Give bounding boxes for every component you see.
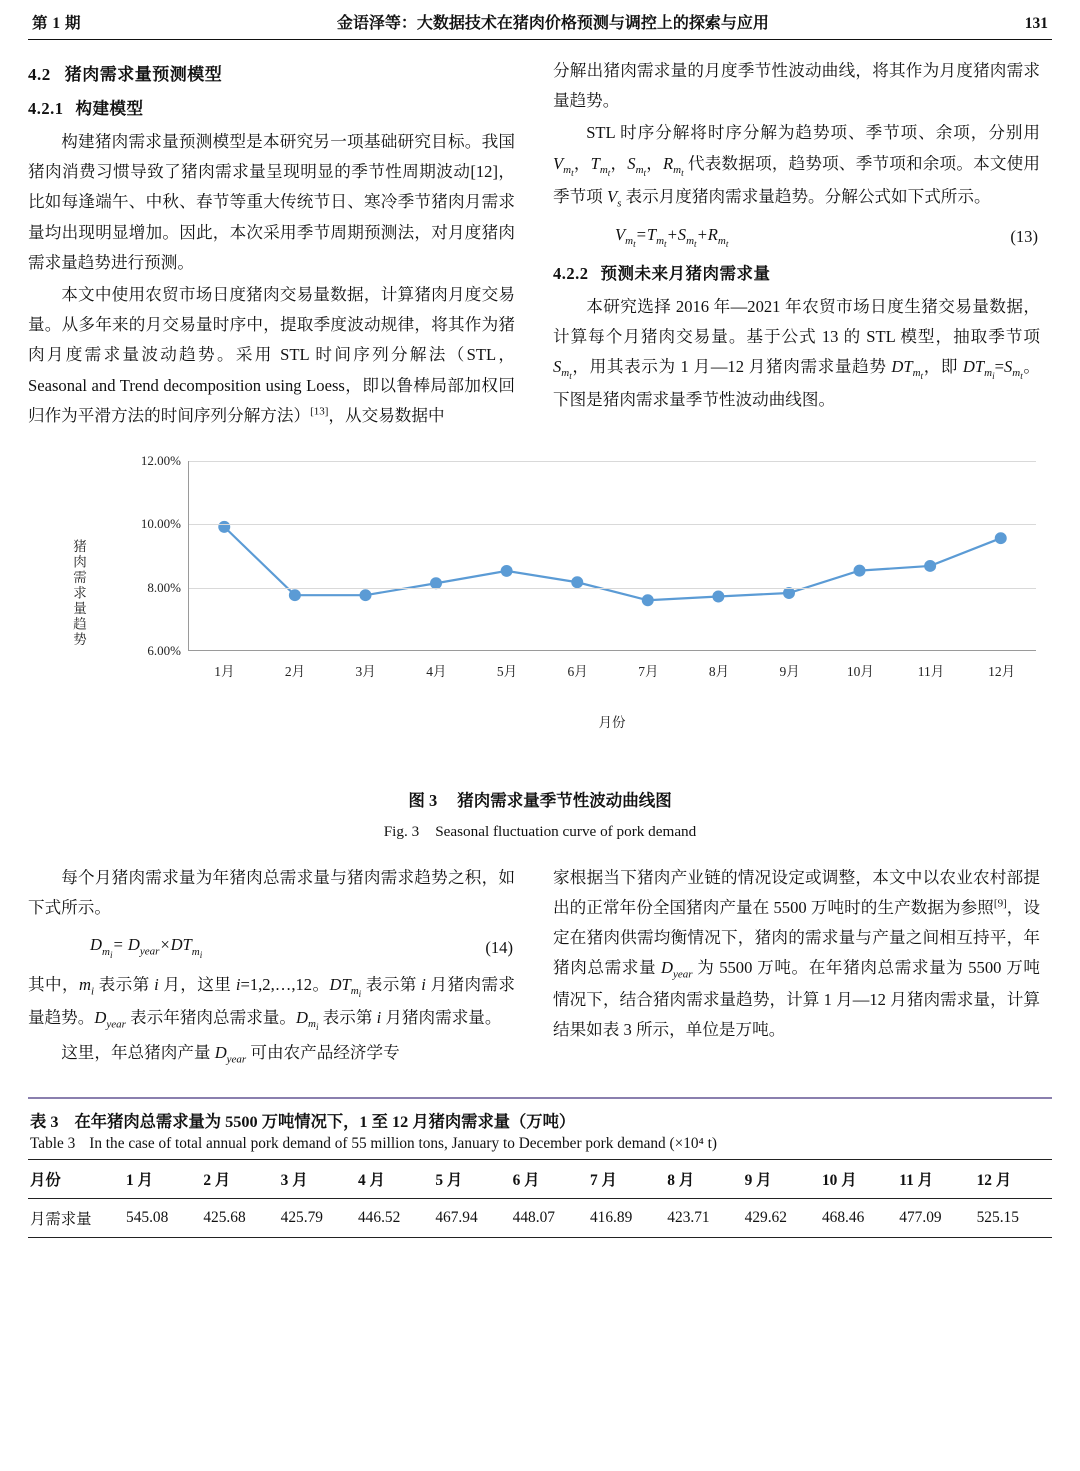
figure-caption-cn-label: 图 3 [408, 790, 438, 810]
chart-x-tick: 12月 [988, 663, 1016, 679]
table-cell: 425.68 [203, 1209, 246, 1227]
chart-data-point [854, 565, 866, 577]
table-row-label: 月需求量 [30, 1211, 92, 1229]
chart-series-line [189, 461, 1036, 650]
table-column-header: 月份 [28, 1160, 124, 1199]
table-row [28, 1199, 1052, 1238]
chart-x-tick: 8月 [708, 663, 730, 679]
citation-9: [9] [993, 897, 1007, 910]
body-columns [28, 56, 1052, 433]
table-cell: 525.15 [976, 1209, 1019, 1227]
chart-y-tick: 8.00% [147, 579, 181, 595]
chart-seasonal-fluctuation [28, 443, 1052, 743]
table-column-header: 7 月 [588, 1160, 665, 1199]
table-column-header: 8 月 [665, 1160, 742, 1199]
paragraph-4-2-1-1: 构建猪肉需求量预测模型是本研究另一项基础研究目标。我国猪肉消费习惯导致了猪肉需求量呈现明显的季节性周期波动[12]，比如每逢端午、中秋、春节等重大传统节日、寒冷季节猪肉月需求量均出现明显增加。因此，本次采用季节周期预测法，对月度猪肉需求量趋势进行预测。 [28, 132, 515, 272]
paragraph-4-2-1-2 [28, 280, 515, 431]
paragraph-left-5: 这里，年总猪肉产量 $D_{year}$ 可由农产品经济学专 [61, 1043, 400, 1066]
formula-13-number: (13) [1010, 227, 1038, 247]
table-cell: 477.09 [899, 1209, 942, 1227]
table-column-header: 3 月 [279, 1160, 356, 1199]
chart-y-axis-title: 猪肉需求量趋势 [71, 538, 86, 648]
figure-caption-en [28, 823, 1052, 841]
table-caption-en-label: Table 3 [30, 1135, 76, 1153]
chart-y-tick: 10.00% [140, 516, 181, 532]
table-caption-cn-label: 表 3 [30, 1112, 59, 1132]
table-caption-en-text: In the case of total annual pork demand of 55 million tons, January to December pork demand (×10⁴ t) [89, 1135, 718, 1153]
chart-x-tick: 2月 [284, 663, 306, 679]
chart-x-tick: 1月 [214, 663, 235, 679]
table-cell: 448.07 [512, 1209, 555, 1227]
chart-x-axis-title: 月份 [598, 714, 626, 730]
table-column-header: 5 月 [433, 1160, 510, 1199]
citation-13: [13] [310, 405, 329, 418]
table-cell: 468.46 [821, 1209, 865, 1227]
subsection-number-2: 4.2.2 [553, 263, 589, 283]
figure-caption-cn [28, 787, 1052, 811]
chart-x-tick: 4月 [426, 663, 447, 679]
table-column-header: 1 月 [124, 1160, 201, 1199]
table-cell: 545.08 [126, 1209, 169, 1227]
formula-14-number: (14) [485, 937, 513, 957]
table-3-grid [28, 1159, 1052, 1237]
running-head-page: 131 [1024, 15, 1048, 32]
table-cell: 425.79 [280, 1209, 323, 1227]
chart-x-tick: 6月 [567, 663, 588, 679]
formula-13-expression: $V_{m_t}=T_{m_t}+S_{m_t}+R_{m_t}$ [615, 225, 729, 250]
table-3 [28, 1097, 1052, 1238]
chart-data-point [289, 589, 301, 601]
table-caption-en [30, 1135, 1052, 1153]
chart-data-point [995, 532, 1007, 544]
table-top-rule [28, 1097, 1052, 1099]
formula-14-expression: $D_{m_i}= D_{year}\times DT_{m_i}$ [90, 935, 203, 960]
chart-x-tick: 7月 [638, 663, 659, 679]
chart-data-point [359, 589, 371, 601]
paragraph-4-2-1-2-tail: ，从交易数据中 [328, 405, 445, 425]
figure-caption-en-text: Seasonal fluctuation curve of pork demand [435, 822, 697, 840]
subsection-title-2: 预测未来月猪肉需求量 [600, 263, 771, 283]
running-head-title: 金语泽等：大数据技术在猪肉价格预测与调控上的探索与应用 [336, 15, 769, 32]
chart-data-point [218, 521, 230, 533]
table-column-header: 6 月 [511, 1160, 588, 1199]
paragraph-right-1: 分解出猪肉需求量的月度季节性波动曲线，将其作为月度猪肉需求量趋势。 [553, 61, 1040, 111]
table-caption-cn-text: 在年猪肉总需求量为 5500 万吨情况下，1 至 12 月猪肉需求量（万吨） [74, 1112, 576, 1132]
paragraph-4-2-1-2-text: 本文中使用农贸市场日度猪肉交易量数据，计算猪肉月度交易量。从多年来的月交易量时序中，提取季度波动规律，将其作为猪肉月度需求量波动趋势。采用 STL 时间序列分解法（STL，Seasonal and Trend decomposition using Loess，即以鲁棒局部加权回归作为平滑方法的时间序列分解方法） [28, 284, 515, 425]
chart-data-point [712, 590, 724, 602]
table-cell: 423.71 [667, 1209, 710, 1227]
table-header-row [28, 1160, 1052, 1199]
chart-y-tick: 6.00% [147, 642, 181, 658]
table-caption-cn [30, 1108, 1052, 1132]
subsection-number: 4.2.1 [28, 99, 64, 118]
formula-13 [553, 225, 1040, 250]
chart-x-tick: 3月 [355, 663, 376, 679]
formula-14 [28, 935, 515, 960]
section-number: 4.2 [28, 65, 51, 84]
chart-gridline [189, 588, 1036, 589]
chart-data-point [642, 594, 654, 606]
running-head-issue: 第 1 期 [32, 15, 82, 32]
chart-gridline [189, 524, 1036, 525]
chart-gridline [189, 461, 1036, 462]
chart-x-tick: 10月 [846, 663, 874, 679]
table-cell: 429.62 [744, 1209, 787, 1227]
table-cell: 416.89 [589, 1209, 633, 1227]
section-title: 猪肉需求量预测模型 [64, 65, 223, 84]
figure-caption-cn-text: 猪肉需求量季节性波动曲线图 [457, 790, 672, 810]
chart-y-tick: 12.00% [140, 452, 181, 468]
chart-data-point [501, 565, 513, 577]
paragraph-right-2: STL 时序分解将时序分解为趋势项、季节项、余项，分别用 $V_{m_t}$，$T_{m_t}$，$S_{m_t}$，$R_{m_t}$ 代表数据项，趋势项、季节项和余项。本文使用季节项 $V_s$ 表示月度猪肉需求量趋势。分解公式如下式所示。 [553, 123, 1041, 210]
subsection-heading-4-2-2 [553, 260, 1040, 284]
table-column-header: 11 月 [897, 1160, 974, 1199]
body-columns-lower [28, 863, 1052, 1072]
chart-data-point [783, 587, 795, 599]
subsection-heading-4-2-1 [28, 95, 515, 119]
figure-3 [28, 443, 1052, 841]
running-head [28, 0, 1052, 40]
table-body [28, 1199, 1052, 1238]
table-column-header: 10 月 [820, 1160, 897, 1199]
section-heading-4-2 [28, 60, 515, 85]
table-column-header: 4 月 [356, 1160, 433, 1199]
table-column-header: 12 月 [975, 1160, 1052, 1199]
table-column-header: 2 月 [201, 1160, 278, 1199]
chart-x-tick: 5月 [496, 663, 518, 679]
chart-x-tick: 9月 [779, 663, 800, 679]
left-column [28, 56, 515, 433]
paragraph-left-4: 其中，$m_i$ 表示第 i 月，这里 i=1,2,…,12。$DT_{m_i}$ 表示第 i 月猪肉需求量趋势。$D_{year}$ 表示年猪肉总需求量。$D_{m_i}$ 表示第 i 月猪肉需求量。 [28, 974, 516, 1033]
right-column-lower [553, 863, 1040, 1072]
paragraph-right-3: 本研究选择 2016 年—2021 年农贸市场日度生猪交易量数据，计算每个月猪肉交易量。基于公式 13 的 STL 模型，抽取季节项 $S_{m_t}$，用其表示为 1 月—12 月猪肉需求量趋势 $DT_{m_t}$，即 $DT_{m_i}=S_{m_t}$。下图是猪肉需求量季节性波动曲线图。 [553, 296, 1041, 410]
paragraph-right-4: 家根据当下猪肉产业链的情况设定或调整，本文中以农业农村部提出的正常年份全国猪肉产量在 5500 万吨时的生产数据为参照[9]，设定在猪肉供需均衡情况下，猪肉的需求量与产量之间相互持平，年猪肉总需求量 $D_{year}$ 为 5500 万吨。在年猪肉总需求量为 5500 万吨情况下，结合猪肉需求量趋势，计算 1 月—12 月猪肉需求量，计算结果如表 3 所示，单位是万吨。 [553, 867, 1041, 1039]
subsection-title: 构建模型 [75, 99, 144, 118]
chart-data-point [571, 576, 583, 588]
table-bottom-rule [28, 1237, 1052, 1238]
chart-plot-area [140, 452, 1036, 679]
table-cell: 467.94 [435, 1209, 478, 1227]
table-cell: 446.52 [357, 1209, 401, 1227]
right-column [553, 56, 1040, 433]
paragraph-left-3: 每个月猪肉需求量为年猪肉总需求量与猪肉需求趋势之积，如下式所示。 [28, 867, 515, 918]
table-column-header: 9 月 [743, 1160, 820, 1199]
left-column-lower [28, 863, 515, 1072]
chart-x-tick: 11月 [917, 663, 945, 679]
chart-data-point [924, 560, 936, 572]
figure-caption-en-label: Fig. 3 [383, 822, 420, 840]
